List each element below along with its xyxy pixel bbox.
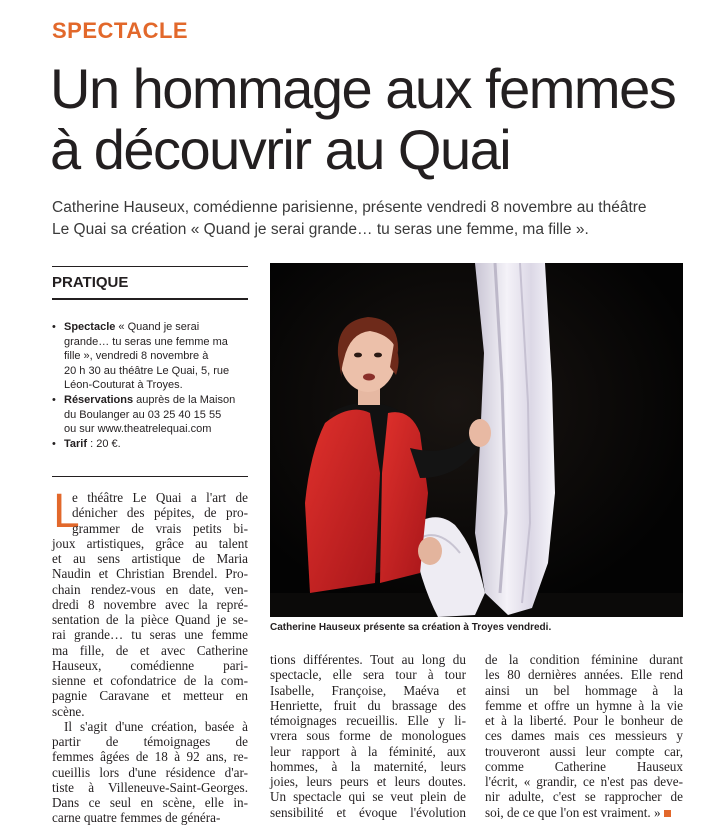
standfirst-line: Catherine Hauseux, comédienne parisienne, présente vendredi 8 novembre au théâtre: [52, 199, 647, 216]
bullet-icon: •: [52, 393, 56, 406]
article-column-1: [52, 485, 248, 826]
pratique-item-text: ou sur www.theatrelequai.com: [64, 423, 212, 436]
article-line: l'écrit, « grandir, ce n'est pas deve-: [485, 774, 683, 789]
article-line: ainsi un bel hommage à la: [485, 682, 683, 698]
pratique-item-text: 20 h 30 au théâtre Le Quai, 5, rue: [64, 364, 230, 377]
pratique-list: [52, 320, 252, 451]
pratique-title-rule: [52, 298, 248, 300]
article-line: trouveront aussi leur compte car,: [485, 743, 683, 759]
dropcap: L: [53, 485, 80, 538]
article-line: e théâtre Le Quai a l'art de: [72, 490, 248, 505]
pratique-item-label: Réservations: [64, 393, 134, 406]
article-line: carne quatre femmes de généra-: [52, 810, 221, 826]
article-line: soi, de ce que l'on est vraiment. »: [485, 805, 683, 820]
article-line: vrera sous forme de monologues: [270, 728, 466, 744]
article-line: tiste à Villeneuve-Saint-Georges.: [52, 779, 248, 795]
article-line: dénicher des pépites, de pro-: [72, 505, 248, 521]
article-photo: [270, 263, 683, 617]
pratique-item-spectacle: [52, 320, 252, 393]
pratique-item-text: Léon-Couturat à Troyes.: [64, 379, 183, 392]
pratique-item-label: Tarif: [64, 437, 88, 450]
pratique-item-text: du Boulanger au 03 25 40 15 55: [64, 408, 222, 421]
headline-line: Un hommage aux femmes: [50, 57, 676, 120]
section-kicker: SPECTACLE: [52, 18, 189, 43]
pratique-item-text: : 20 €.: [87, 437, 121, 450]
headline: [50, 58, 700, 180]
article-line: sensibilité et évoque l'évolution: [270, 804, 466, 820]
article-line: femmes âgées de 18 à 92 ans, re-: [52, 749, 248, 765]
pratique-item-label: Spectacle: [64, 321, 116, 333]
pratique-item-reservations: [52, 393, 252, 437]
article-line: hommes, à la maternité, leurs: [270, 758, 466, 774]
article-line: ma fille, de et avec Catherine: [52, 642, 248, 658]
article-line: chain rendez-vous en date, ven-: [52, 581, 248, 597]
photo-caption: Catherine Hauseux présente sa création à Troyes vendredi.: [270, 622, 552, 633]
end-mark-icon: [664, 810, 671, 817]
pratique-title: PRATIQUE: [52, 274, 129, 291]
article-line: leur rapport à la féminité, aux: [270, 743, 466, 759]
article-line: les 80 dernières années. Elle rend: [485, 667, 683, 683]
article-line: Isabelle, Françoise, Maéva et: [270, 682, 466, 698]
article-line: Hauseux, comédienne pari-: [52, 657, 248, 673]
headline-line: à découvrir au Quai: [50, 118, 511, 181]
article-line: sentation de la pièce Quand je se-: [52, 612, 248, 627]
article-line: Il s'agit d'une création, basée à: [64, 718, 248, 734]
article-line: Naudin et Christian Brendel. Pro-: [52, 566, 248, 582]
article-line: pagnie Caravane et metteur en: [52, 688, 248, 704]
article-line: scène.: [52, 703, 85, 719]
article-line: de la condition féminine durant: [485, 652, 683, 667]
article-line: et à la liberté. Pour le bonheur de: [485, 713, 683, 728]
pratique-item-text: fille », vendredi 8 novembre à: [64, 350, 209, 363]
bullet-icon: •: [52, 321, 56, 333]
standfirst-line: Le Quai sa création « Quand je serai grande… tu seras une femme, ma fille ».: [52, 221, 589, 238]
article-line: sienne et cofondatrice de la com-: [52, 673, 248, 688]
article-column-2: [270, 652, 466, 820]
article-line: comme Catherine Hauseux: [485, 758, 683, 774]
bullet-icon: •: [52, 437, 56, 450]
pratique-top-rule: [52, 266, 248, 267]
article-line: témoignages recueillis. Elle y li-: [270, 713, 466, 728]
article-line: rai grande… tu seras une femme: [52, 627, 248, 643]
performer-illustration: [270, 263, 683, 617]
pratique-item-text: « Quand je serai: [115, 321, 200, 333]
article-line: spectacle, elle sera tour à tour: [270, 667, 466, 683]
article-line: tions différentes. Tout au long du: [270, 652, 466, 667]
article-line: grammer de vrais petits bi-: [72, 520, 248, 536]
article-line: ces dames mais ces messieurs y: [485, 728, 683, 744]
pratique-item-tarif: [52, 437, 252, 452]
article-line: femme et offre un hymne à la vie: [485, 697, 683, 713]
article-line: dredi 8 novembre avec la repré-: [52, 596, 248, 612]
article-line: Henriette, fruit du brassage des: [270, 697, 466, 713]
article-line: joies, leurs peurs et leurs doutes.: [270, 774, 466, 789]
article-line: cueillis lors d'une résidence d'ar-: [52, 764, 248, 780]
standfirst: [52, 197, 702, 241]
pratique-bottom-rule: [52, 476, 248, 477]
article-line: nir adulte, c'est se rapprocher de: [485, 789, 683, 805]
hand: [469, 419, 491, 447]
pratique-item-text: auprès de la Maison: [133, 393, 236, 406]
article-line: et au sens artistique de Maria: [52, 551, 248, 566]
article-line: Un spectacle qui se veut plein de: [270, 789, 466, 805]
article-line: partir de témoignages de: [52, 734, 248, 749]
article-column-3: [485, 652, 683, 820]
pratique-item-text: grande… tu seras une femme ma: [64, 335, 228, 348]
article-line: Dans ce seul en scène, elle in-: [52, 795, 248, 810]
article-line: joux artistiques, grâce au talent: [52, 535, 248, 551]
